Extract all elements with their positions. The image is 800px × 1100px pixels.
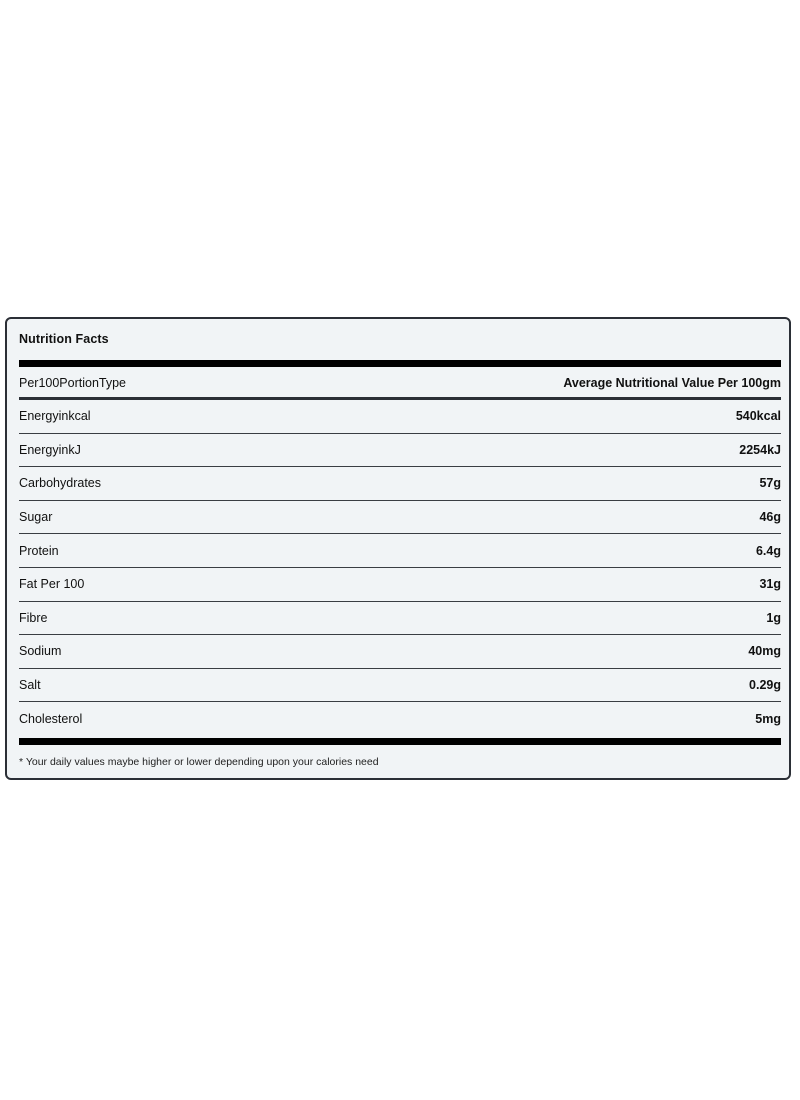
row-label: Carbohydrates [19,476,101,491]
row-label: EnergyinkJ [19,442,81,457]
table-row-energy-kj [19,434,781,468]
table-row-carbohydrates [19,467,781,501]
top-divider-bar [19,360,781,367]
row-value: 40mg [748,644,781,659]
table-row-fibre [19,602,781,636]
row-label: Fibre [19,610,48,625]
row-value: 6.4g [755,543,781,558]
row-value: 540kcal [735,409,781,424]
header-label: Per100PortionType [19,376,127,390]
row-label: Salt [19,678,41,693]
table-row-sugar [19,501,781,535]
row-value: 0.29g [749,678,781,693]
table-row-sodium [19,635,781,669]
row-value: 2254kJ [739,442,781,457]
row-label: Fat Per 100 [19,577,85,592]
nutrition-facts-title: Nutrition Facts [19,332,109,346]
table-row-salt [19,669,781,703]
bottom-divider-bar [19,738,781,745]
row-value: 1g [766,610,781,625]
table-row-fat [19,568,781,602]
nutrition-facts-panel [5,317,791,780]
row-label: Protein [19,543,59,558]
row-value: 5mg [755,712,781,727]
row-value: 57g [759,476,781,491]
daily-values-footnote: * Your daily values maybe higher or lower depending upon your calories need [19,756,379,768]
row-label: Sodium [19,644,62,659]
row-value: 46g [759,510,781,525]
table-row-protein [19,534,781,568]
nutrition-table [19,369,781,736]
table-header-row [19,369,781,400]
row-value: 31g [759,577,781,592]
table-row-cholesterol [19,702,781,736]
header-value: Average Nutritional Value Per 100gm [563,376,781,390]
row-label: Energyinkcal [19,409,91,424]
row-label: Cholesterol [19,712,83,727]
row-label: Sugar [19,510,53,525]
table-row-energy-kcal [19,400,781,434]
